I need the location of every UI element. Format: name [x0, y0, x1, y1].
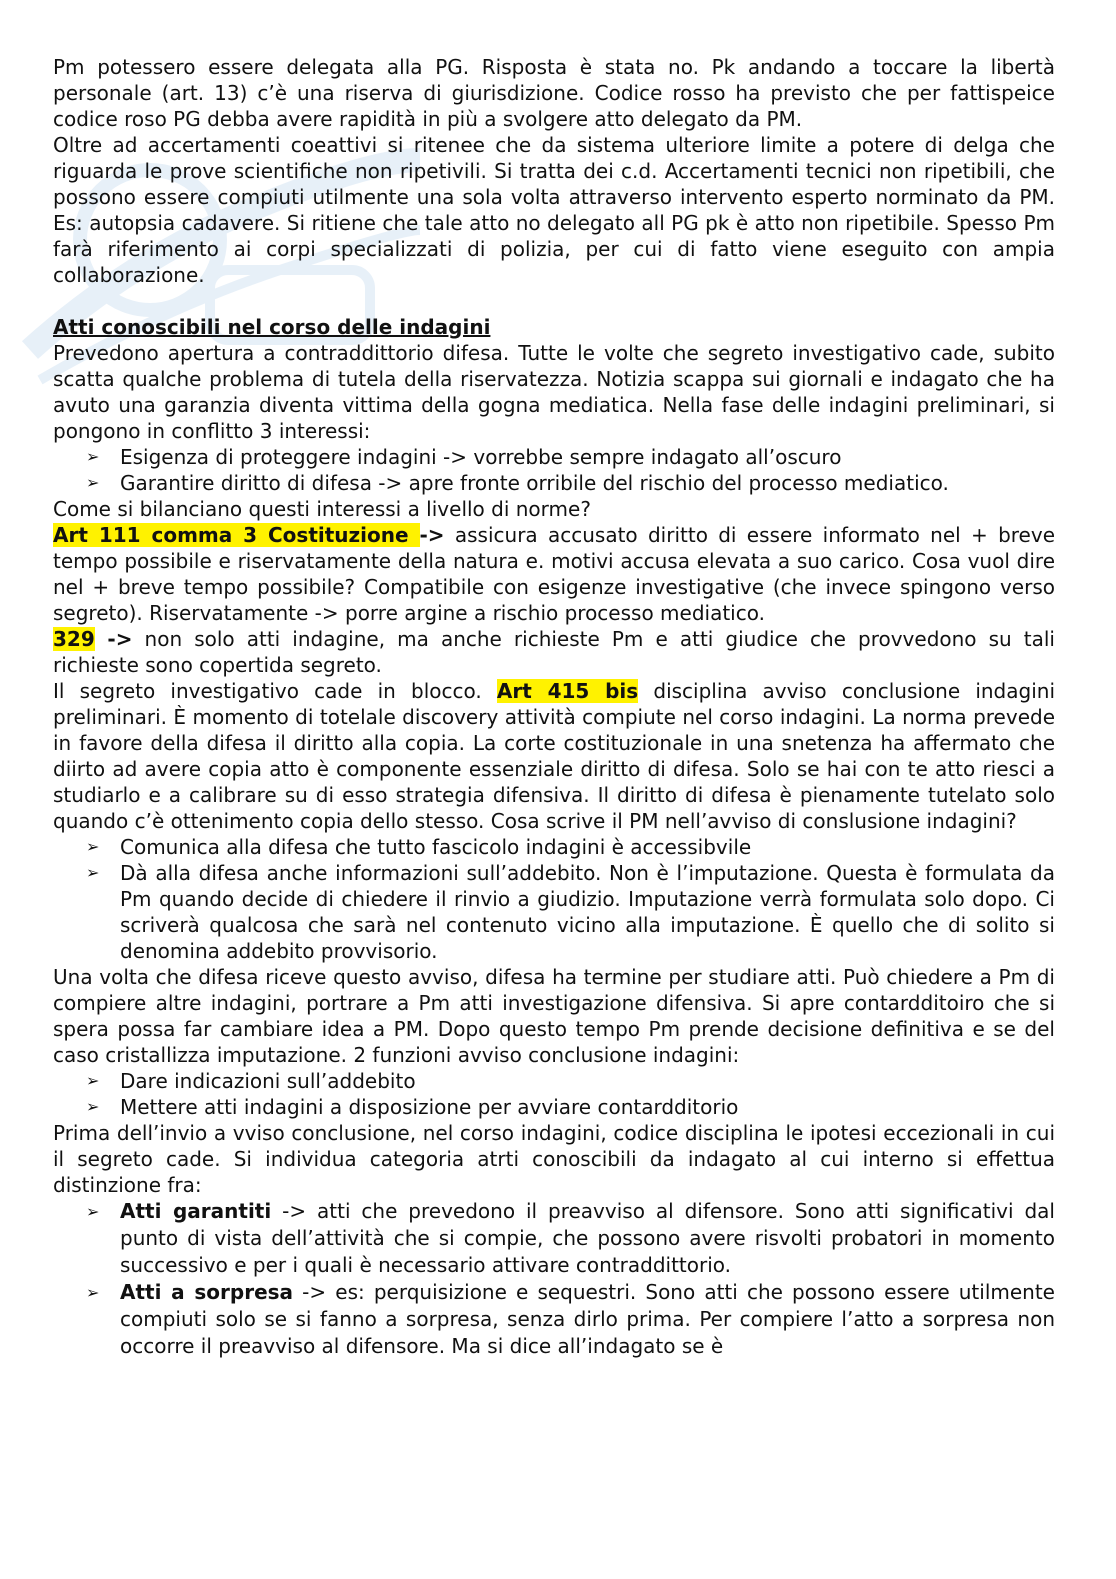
term-description: -> atti che prevedono il preavviso al difensore. Sono atti significativi dal punto di vista dell’attività che si compie, che possono avere risvolti probatori in momento successivo e per i quali è necessario attivare contraddittorio.: [120, 1199, 1055, 1277]
paragraph: [53, 522, 1055, 626]
bullet-list: [53, 1068, 1055, 1120]
paragraph: Come si bilanciano questi interessi a livello di norme?: [53, 497, 591, 521]
list-item: ➢ Garantire diritto di difesa -> apre fronte orribile del rischio del processo mediatico.: [120, 470, 1055, 496]
document-body: [53, 54, 1055, 1360]
paragraph-text: disciplina avviso conclusione indagini preliminari. È momento di totelale discovery attività compiute nel corso indagini. La norma prevede in favore della difesa il diritto alla copia. La corte costituzionale in una snetenza ha affermato che diirto ad avere copia atto è componente essenziale diritto di difesa. Solo se hai con te atto riesci a studiarlo e a calibrare su di esso strategia difensiva. Il diritto di difesa è pienamente tutelato solo quando c’è ottenimento copia dello stesso. Cosa scrive il PM nell’avviso di conslusione indagini?: [53, 679, 1055, 833]
highlight-article: Art 415 bis: [496, 679, 639, 703]
list-item: [120, 1198, 1055, 1279]
bullet-list: [53, 1198, 1055, 1360]
highlight-article: 329: [53, 627, 95, 651]
list-item: ➢ Esigenza di proteggere indagini -> vorrebbe sempre indagato all’oscuro: [120, 444, 1055, 470]
paragraph: Una volta che difesa riceve questo avviso, difesa ha termine per studiare atti. Può chiedere a Pm di compiere altre indagini, portrare a Pm atti investigazione difensiva. Si apre contardditoiro che si spera possa far cambiare idea a PM. Dopo questo tempo Pm prende decisione definitiva e se del caso cristallizza imputazione. 2 funzioni avviso conclusione indagini:: [53, 965, 1055, 1067]
arrow: ->: [94, 627, 133, 651]
list-item: ➢ Dare indicazioni sull’addebito: [120, 1068, 1055, 1094]
highlight-article: Art 111 comma 3 Costituzione: [53, 523, 420, 547]
list-item: [120, 1279, 1055, 1360]
list-item: ➢ Comunica alla difesa che tutto fascicolo indagini è accessibvile: [120, 834, 1055, 860]
paragraph-text: non solo atti indagine, ma anche richieste Pm e atti giudice che provvedono su tali richieste sono copertida segreto.: [53, 627, 1055, 677]
list-item: ➢ Mettere atti indagini a disposizione per avviare contardditorio: [120, 1094, 1055, 1120]
bullet-list: [53, 444, 1055, 496]
paragraph: Prima dell’invio a vviso conclusione, nel corso indagini, codice disciplina le ipotesi eccezionali in cui il segreto cade. Si individua categoria atrti conoscibili da indagato al cui interno si effettua distinzione fra:: [53, 1121, 1055, 1197]
paragraph: [53, 626, 1055, 678]
term: Atti a sorpresa: [120, 1280, 294, 1304]
bullet-list: [53, 834, 1055, 964]
term: Atti garantiti: [120, 1199, 272, 1223]
term-description: -> es: perquisizione e sequestri. Sono atti che possono essere utilmente compiuti solo se si fanno a sorpresa, senza dirlo prima. Per compiere l’atto a sorpresa non occorre il preavviso al difensore. Ma si dice all’indagato se è: [120, 1280, 1055, 1358]
paragraph: [53, 678, 1055, 834]
list-item: ➢ Dà alla difesa anche informazioni sull’addebito. Non è l’imputazione. Questa è formulata da Pm quando decide di chiedere il rinvio a giudizio. Imputazione verrà formulata solo dopo. Ci scriverà qualcosa che sarà nel contenuto vicino alla imputazione. È quello che di solito si denomina addebito provvisorio.: [120, 860, 1055, 964]
section-heading: Atti conoscibili nel corso delle indagini: [53, 315, 491, 339]
arrow: ->: [419, 523, 445, 547]
paragraph: Oltre ad accertamenti coeattivi si ritenee che da sistema ulteriore limite a potere di delga che riguarda le prove scientifiche non ripetivili. Si tratta dei c.d. Accertamenti tecnici non ripetibili, che possono essere compiuti utilmente una sola volta attraverso intervento esperto norminato da PM. Es: autopsia cadavere. Si ritiene che tale atto no delegato all PG pk è atto non ripetibile. Spesso Pm farà riferimento ai corpi specializzati di polizia, per cui di fatto viene eseguito con ampia collaborazione.: [53, 133, 1055, 287]
paragraph: Pm potessero essere delegata alla PG. Risposta è stata no. Pk andando a toccare la libertà personale (art. 13) c’è una riserva di giurisdizione. Codice rosso ha previsto che per fattispeice codice roso PG debba avere rapidità in più a svolgere atto delegato da PM.: [53, 55, 1055, 131]
paragraph: Prevedono apertura a contraddittorio difesa. Tutte le volte che segreto investigativo cade, subito scatta qualche problema di tutela della riservatezza. Notizia scappa sui giornali e indagato che ha avuto una garanzia diventa vittima della gogna mediatica. Nella fase delle indagini preliminari, si pongono in conflitto 3 interessi:: [53, 341, 1055, 443]
paragraph-text: Il segreto investigativo cade in blocco.: [53, 679, 497, 703]
paragraph-text: assicura accusato diritto di essere informato nel + breve tempo possibile e riservatamente della natura e. motivi accusa elevata a suo carico. Cosa vuol dire nel + breve tempo possibile? Compatibile con esigenze investigative (che invece spingono verso segreto). Riservatamente -> porre argine a rischio processo mediatico.: [53, 523, 1055, 625]
